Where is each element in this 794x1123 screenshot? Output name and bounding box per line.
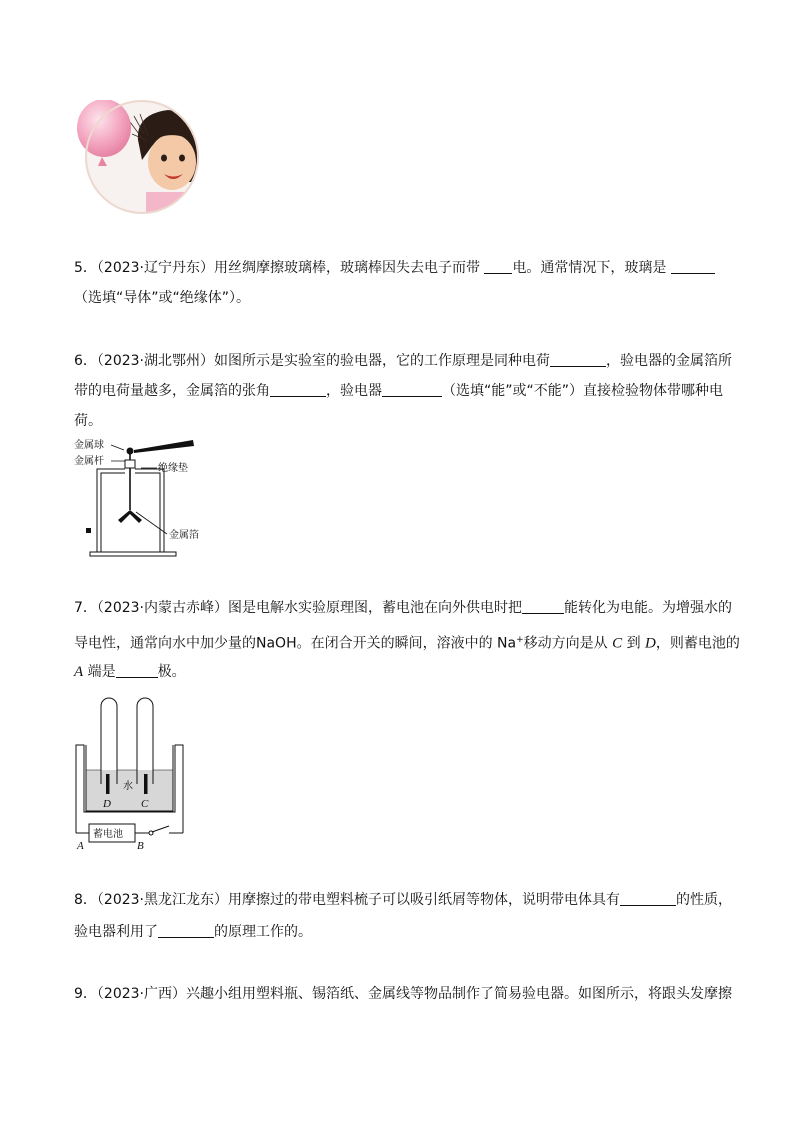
answer-blank[interactable] <box>550 352 606 367</box>
label-terminal-b: B <box>137 840 144 852</box>
electrolysis-diagram <box>66 688 196 853</box>
label-battery: 蓄电池 <box>93 829 123 840</box>
balloon-hair-photo <box>76 100 200 214</box>
label-metal-foil: 金属箔 <box>169 530 199 541</box>
question-6-line-3: 荷。 <box>74 413 102 429</box>
answer-blank[interactable] <box>382 382 442 397</box>
question-5-line-2: （选填“导体”或“绝缘体”）。 <box>74 290 251 306</box>
question-7-line-1: 7．（2023·内蒙古赤峰）图是电解水实验原理图，蓄电池在向外供电时把 能转化为电能。为增强水的 <box>74 600 732 616</box>
label-electrode-d: D <box>103 798 111 810</box>
answer-blank[interactable] <box>484 259 512 274</box>
answer-blank[interactable] <box>270 382 326 397</box>
question-5-line-1: 5．（2023·辽宁丹东）用丝绸摩擦玻璃棒，玻璃棒因失去电子而带 电。通常情况下，玻璃是 <box>74 258 715 278</box>
question-7-line-2: 导电性，通常向水中加少量的NaOH。在闭合开关的瞬间，溶液中的 Na+移动方向是从 C 到 D，则蓄电池的 <box>74 635 740 652</box>
question-8-line-1: 8．（2023·黑龙江龙东）用摩擦过的带电塑料梳子可以吸引纸屑等物体，说明带电体具有 的性质， <box>74 892 732 908</box>
question-7-line-3: A 端是 极。 <box>74 664 186 680</box>
label-metal-rod: 金属杆 <box>74 456 104 467</box>
answer-blank[interactable] <box>522 599 564 614</box>
question-6-line-2: 带的电荷量越多，金属箔的张角 ，验电器 （选填“能”或“不能”）直接检验物体带哪种电 <box>74 383 724 399</box>
answer-blank[interactable] <box>671 259 715 274</box>
label-water: 水 <box>123 781 133 792</box>
question-6-line-1: 6．（2023·湖北鄂州）如图所示是实验室的验电器，它的工作原理是同种电荷 ，验电器的金属箔所 <box>74 353 732 369</box>
answer-blank[interactable] <box>116 663 158 678</box>
question-9-line-1: 9．（2023·广西）兴趣小组用塑料瓶、锡箔纸、金属线等物品制作了简易验电器。如图所示，将跟头发摩擦 <box>74 986 732 1002</box>
label-insulating-pad: 绝缘垫 <box>158 463 188 474</box>
label-terminal-a: A <box>77 840 84 852</box>
question-8-line-2: 验电器利用了 的原理工作的。 <box>74 924 312 940</box>
electroscope-diagram <box>66 434 216 564</box>
answer-blank[interactable] <box>158 923 214 938</box>
label-metal-ball: 金属球 <box>74 440 104 451</box>
label-electrode-c: C <box>141 798 149 810</box>
answer-blank[interactable] <box>620 891 676 906</box>
